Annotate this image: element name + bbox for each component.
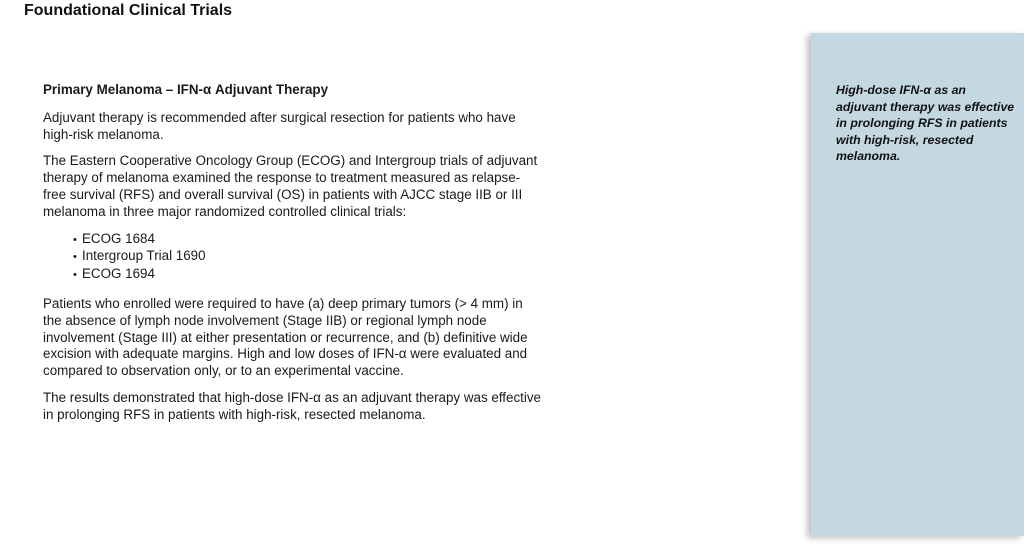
main-content bbox=[43, 82, 543, 434]
paragraph-enrollment-criteria: Patients who enrolled were required to have (a) deep primary tumors (> 4 mm) in the absence of lymph node involvement (Stage IIB) or regional lymph node involvement (Stage III) at either presentation or recurrence, and (b) definitive wide excision with adequate margins. High and low doses of IFN-α were evaluated and compared to observation only, or to an experimental vaccine. bbox=[43, 295, 528, 379]
trial-name: ECOG 1694 bbox=[82, 266, 155, 282]
trial-list bbox=[43, 231, 543, 284]
page-title: Foundational Clinical Trials bbox=[24, 2, 233, 19]
trial-name: ECOG 1684 bbox=[82, 230, 155, 246]
paragraph-results: The results demonstrated that high-dose IFN-α as an adjuvant therapy was effective in prolonging RFS in patients with high-risk, resected melanoma. bbox=[43, 389, 542, 422]
bullet-icon: • bbox=[73, 233, 77, 246]
list-item bbox=[73, 248, 543, 266]
bullet-icon: • bbox=[73, 269, 77, 282]
bullet-icon: • bbox=[73, 251, 77, 264]
list-item bbox=[73, 266, 543, 284]
trial-name: Intergroup Trial 1690 bbox=[82, 248, 206, 264]
section-heading: Primary Melanoma – IFN-α Adjuvant Therapy bbox=[43, 82, 329, 97]
paragraph-adjuvant-intro: Adjuvant therapy is recommended after surgical resection for patients who have high-risk melanoma. bbox=[43, 109, 516, 142]
list-item bbox=[73, 231, 543, 249]
callout-text: High-dose IFN-α as an adjuvant therapy was effective in prolonging RFS in patients with high-risk, resected melanoma. bbox=[836, 83, 1015, 164]
callout-sidebar bbox=[811, 33, 1024, 536]
paragraph-ecog-trials: The Eastern Cooperative Oncology Group (ECOG) and Intergroup trials of adjuvant therapy of melanoma examined the response to treatment measured as relapse-free survival (RFS) and overall survival (OS) in patients with AJCC stage IIB or III melanoma in three major randomized controlled clinical trials: bbox=[43, 153, 538, 219]
